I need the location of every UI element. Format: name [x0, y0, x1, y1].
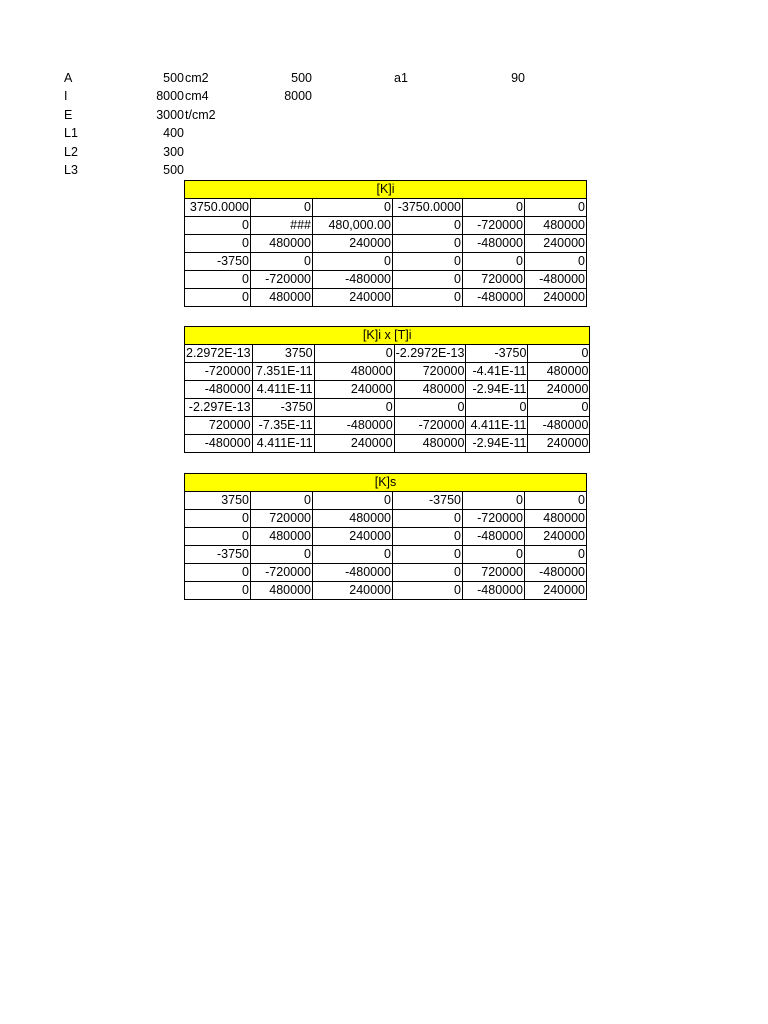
matrix-cell[interactable]: 0	[185, 217, 251, 235]
matrix-cell[interactable]: -3750	[252, 399, 314, 417]
matrix-cell[interactable]: 3750	[185, 492, 251, 510]
matrix-cell[interactable]: 480000	[394, 435, 466, 453]
matrix-cell[interactable]: 0	[393, 253, 463, 271]
param-unit[interactable]: t/cm2	[185, 107, 216, 122]
matrix-cell[interactable]: 0	[251, 492, 313, 510]
matrix-cell[interactable]: -3750	[185, 253, 251, 271]
matrix-cell[interactable]: -480000	[313, 271, 393, 289]
matrix-cell[interactable]: 240000	[525, 289, 587, 307]
matrix-cell[interactable]: 0	[525, 199, 587, 217]
matrix-cell[interactable]: 7.351E-11	[252, 363, 314, 381]
matrix-cell[interactable]: 0	[185, 582, 251, 600]
matrix-cell[interactable]: 0	[185, 528, 251, 546]
matrix-cell[interactable]: -4.41E-11	[466, 363, 528, 381]
matrix-cell[interactable]: 0	[185, 289, 251, 307]
param-name-value[interactable]: 90	[511, 71, 525, 85]
matrix-cell[interactable]: 0	[525, 546, 587, 564]
matrix-cell[interactable]: 240000	[313, 289, 393, 307]
matrix-row	[185, 363, 590, 381]
matrix-cell[interactable]: 240000	[525, 235, 587, 253]
matrix-cell[interactable]: 0	[463, 199, 525, 217]
matrix-cell[interactable]: 480000	[525, 217, 587, 235]
matrix-cell[interactable]: 0	[393, 271, 463, 289]
matrix-cell[interactable]: -480000	[314, 417, 394, 435]
matrix-cell[interactable]: 0	[463, 253, 525, 271]
matrix-cell[interactable]: 0	[185, 271, 251, 289]
param-value[interactable]: 300	[163, 144, 184, 159]
matrix-row	[185, 528, 587, 546]
matrix-cell[interactable]: -720000	[251, 271, 313, 289]
matrix-cell[interactable]: 240000	[525, 582, 587, 600]
matrix-cell[interactable]: 0	[393, 528, 463, 546]
matrix-row	[185, 217, 587, 235]
matrix-cell[interactable]: 0	[525, 253, 587, 271]
matrix-cell[interactable]: 0	[185, 235, 251, 253]
matrix-cell[interactable]: -720000	[463, 217, 525, 235]
matrix-row	[185, 271, 587, 289]
matrix-cell[interactable]: 720000	[185, 417, 253, 435]
matrix-cell[interactable]: 0	[463, 492, 525, 510]
matrix-row	[185, 235, 587, 253]
matrix-cell[interactable]: 0	[313, 546, 393, 564]
matrix-row	[185, 564, 587, 582]
param-unit[interactable]: cm2	[185, 71, 209, 85]
matrix-cell[interactable]: 240000	[528, 381, 590, 399]
matrix-cell[interactable]: 0	[314, 399, 394, 417]
matrix-cell[interactable]: -3750	[185, 546, 251, 564]
matrix-cell[interactable]: 0	[251, 546, 313, 564]
param-value[interactable]: 3000	[156, 107, 184, 122]
matrix-cell[interactable]: -3750	[466, 345, 528, 363]
matrix-cell[interactable]: 0	[185, 510, 251, 528]
matrix-cell[interactable]: 480000	[528, 363, 590, 381]
param-extra[interactable]: 8000	[284, 89, 312, 104]
matrix-cell[interactable]: 0	[393, 217, 463, 235]
matrix-cell[interactable]: 480000	[251, 289, 313, 307]
matrix-cell[interactable]: -480000	[525, 271, 587, 289]
param-value[interactable]: 500	[163, 163, 184, 177]
matrix-cell[interactable]: ###	[251, 217, 313, 235]
matrix-cell[interactable]: -3750	[393, 492, 463, 510]
matrix-cell[interactable]: -720000	[463, 510, 525, 528]
param-label[interactable]: A	[64, 71, 73, 85]
matrix-row	[185, 289, 587, 307]
param-value[interactable]: 500	[163, 71, 184, 85]
matrix-cell[interactable]: 240000	[313, 582, 393, 600]
matrix-cell[interactable]: -7.35E-11	[252, 417, 314, 435]
param-name[interactable]: a1	[394, 71, 408, 85]
matrix-cell[interactable]: 240000	[528, 435, 590, 453]
matrix-cell[interactable]: -480000	[313, 564, 393, 582]
param-label[interactable]: I	[64, 89, 68, 104]
matrix-row	[185, 253, 587, 271]
matrix-title[interactable]: [K]i	[185, 181, 587, 199]
matrix-cell[interactable]: 480000	[394, 381, 466, 399]
matrix-cell[interactable]: -480000	[185, 435, 253, 453]
matrix-cell[interactable]: -480000	[463, 235, 525, 253]
matrix-cell[interactable]: 0	[528, 399, 590, 417]
matrix-cell[interactable]: 480000	[251, 235, 313, 253]
matrix-cell[interactable]: 480000	[313, 510, 393, 528]
matrix-row	[185, 492, 587, 510]
matrix-table	[184, 326, 590, 453]
matrix-cell[interactable]: 0	[393, 235, 463, 253]
param-label[interactable]: L1	[64, 126, 78, 141]
matrix-cell[interactable]: 0	[393, 564, 463, 582]
matrix-cell[interactable]: 0	[313, 253, 393, 271]
param-extra[interactable]: 500	[291, 71, 312, 85]
matrix-cell[interactable]: 720000	[463, 564, 525, 582]
matrix-cell[interactable]: 0	[466, 399, 528, 417]
matrix-cell[interactable]: 0	[393, 582, 463, 600]
matrix-cell[interactable]: 720000	[463, 271, 525, 289]
matrix-cell[interactable]: 480000	[525, 510, 587, 528]
matrix-cell[interactable]: -2.94E-11	[466, 381, 528, 399]
matrix-cell[interactable]: -480000	[463, 289, 525, 307]
matrix-cell[interactable]: 0	[393, 546, 463, 564]
param-unit[interactable]: cm4	[185, 89, 209, 104]
matrix-cell[interactable]: 0	[525, 492, 587, 510]
matrix-cell[interactable]: 0	[251, 253, 313, 271]
matrix-cell[interactable]: -3750.0000	[393, 199, 463, 217]
matrix-row	[185, 417, 590, 435]
matrix-cell[interactable]: -720000	[251, 564, 313, 582]
matrix-cell[interactable]: 2.2972E-13	[185, 345, 253, 363]
matrix-cell[interactable]: 3750.0000	[185, 199, 251, 217]
matrix-cell[interactable]: -480000	[525, 564, 587, 582]
matrix-cell[interactable]: 720000	[394, 363, 466, 381]
matrix-cell[interactable]: 4.411E-11	[252, 381, 314, 399]
matrix-title[interactable]: [K]s	[185, 474, 587, 492]
matrix-row	[185, 381, 590, 399]
matrix-cell[interactable]: -480000	[463, 582, 525, 600]
matrix-row	[185, 345, 590, 363]
matrix-cell[interactable]: 3750	[252, 345, 314, 363]
matrix-title[interactable]: [K]i x [T]i	[185, 327, 590, 345]
matrix-cell[interactable]: 0	[313, 199, 393, 217]
matrix-cell[interactable]: 4.411E-11	[252, 435, 314, 453]
matrix-row	[185, 435, 590, 453]
matrix-cell[interactable]: -2.2972E-13	[394, 345, 466, 363]
matrix-cell[interactable]: -2.297E-13	[185, 399, 253, 417]
matrix-cell[interactable]: 480,000.00	[313, 217, 393, 235]
matrix-row	[185, 582, 587, 600]
matrix-cell[interactable]: 0	[393, 289, 463, 307]
param-value[interactable]: 400	[163, 126, 184, 141]
param-label[interactable]: L3	[64, 163, 78, 177]
param-label[interactable]: L2	[64, 144, 78, 159]
matrix-cell[interactable]: 720000	[251, 510, 313, 528]
matrix-row	[185, 199, 587, 217]
matrix-cell[interactable]: 0	[528, 345, 590, 363]
matrix-cell[interactable]: 0	[313, 492, 393, 510]
matrix-cell[interactable]: -2.94E-11	[466, 435, 528, 453]
matrix-cell[interactable]: -480000	[185, 381, 253, 399]
matrix-cell[interactable]: 4.411E-11	[466, 417, 528, 435]
matrix-cell[interactable]: 0	[463, 546, 525, 564]
matrix-row	[185, 546, 587, 564]
matrix-cell[interactable]: 0	[393, 510, 463, 528]
matrix-cell[interactable]: 480000	[251, 582, 313, 600]
matrix-table	[184, 473, 587, 600]
matrix-cell[interactable]: 0	[251, 199, 313, 217]
param-label[interactable]: E	[64, 107, 73, 122]
matrix-cell[interactable]: 240000	[314, 435, 394, 453]
matrix-cell[interactable]: 240000	[313, 235, 393, 253]
matrix-cell[interactable]: -720000	[394, 417, 466, 435]
matrix-cell[interactable]: 0	[185, 564, 251, 582]
matrix-table	[184, 180, 587, 307]
matrix-row	[185, 510, 587, 528]
matrix-cell[interactable]: 0	[394, 399, 466, 417]
matrix-cell[interactable]: -480000	[528, 417, 590, 435]
matrix-cell[interactable]: -480000	[463, 528, 525, 546]
matrix-cell[interactable]: 0	[314, 345, 394, 363]
matrix-cell[interactable]: 240000	[314, 381, 394, 399]
matrix-cell[interactable]: 240000	[525, 528, 587, 546]
matrix-cell[interactable]: 240000	[313, 528, 393, 546]
matrix-cell[interactable]: -720000	[185, 363, 253, 381]
matrix-cell[interactable]: 480000	[314, 363, 394, 381]
param-value[interactable]: 8000	[156, 89, 184, 104]
matrix-row	[185, 399, 590, 417]
matrix-cell[interactable]: 480000	[251, 528, 313, 546]
